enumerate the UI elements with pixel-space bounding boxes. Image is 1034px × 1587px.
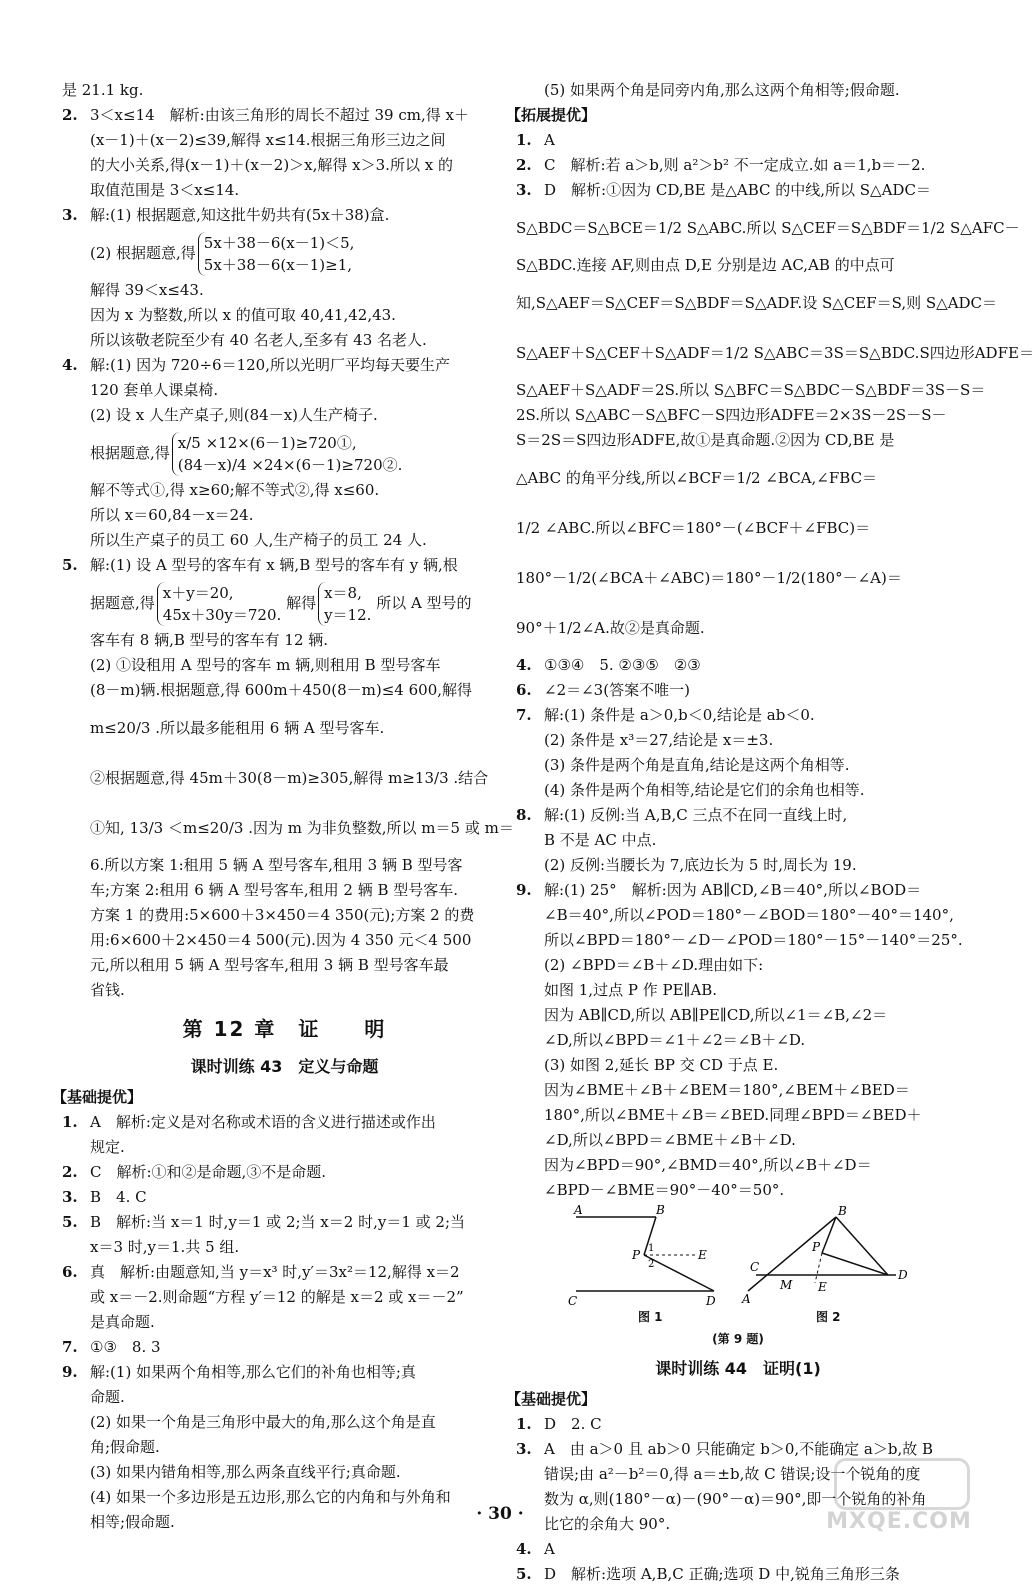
watermark-logo (824, 1454, 974, 1534)
text-line (516, 1178, 960, 1203)
line-text: ∠D,所以∠BPD＝∠BME＋∠B＋∠D. (544, 1131, 796, 1149)
line-text: (4) 条件是两个角相等,结论是它们的余角也相等. (544, 781, 865, 799)
text-line (516, 1153, 960, 1178)
text-line (62, 753, 507, 803)
text-line (516, 78, 960, 103)
text-line (62, 128, 507, 153)
text-line (516, 928, 963, 953)
line-text: 或 x＝－2.则命题“方程 y′＝12 的解是 x＝2 或 x＝－2” (90, 1288, 464, 1306)
text-line (516, 753, 960, 778)
text-line (62, 478, 507, 503)
line-text: 解:(1) 反例:当 A,B,C 三点不在同一直线上时, (544, 806, 848, 824)
item-number: 7. (62, 1338, 78, 1356)
line-text: (3) 如图 2,延长 BP 交 CD 于点 E. (544, 1056, 779, 1074)
text-line (62, 228, 507, 278)
line-text: (8－m)辆.根据题意,得 600m＋450(8－m)≤4 600,解得 (90, 681, 473, 699)
item-number: 7. (516, 706, 532, 724)
line-text: 3＜x≤14 解析:由该三角形的周长不超过 39 cm,得 x＋ (90, 106, 469, 124)
text-line (516, 453, 960, 503)
line-text: 错误;由 a²－b²＝0,得 a＝±b,故 C 错误;设一个锐角的度 (544, 1465, 921, 1483)
text-line (516, 403, 960, 428)
item-number: 2. (516, 156, 532, 174)
item-number: 3. (516, 181, 532, 199)
label-m-fig2: M (780, 1278, 793, 1292)
text-line (62, 1235, 507, 1260)
line-text: 是 21.1 kg. (62, 81, 144, 99)
line-text: ∠B＝40°,所以∠POD＝180°－∠BOD＝180°－40°＝140°, (544, 906, 954, 924)
section-header: 【拓展提优】 (506, 106, 597, 124)
line-text: 90°＋1/2∠A.故②是真命题. (516, 619, 705, 637)
text-line (516, 953, 960, 978)
text-line (62, 1135, 507, 1160)
label-p-fig2: P (812, 1240, 821, 1254)
line-text: 所以∠BPD＝180°－∠D－∠POD＝180°－15°－140°＝25°. (544, 931, 963, 949)
item-number: 4. (516, 1540, 532, 1558)
line-text: 解:(1) 如果两个角相等,那么它们的补角也相等;真 (90, 1363, 416, 1381)
line-text: (2) 反例:当腰长为 7,底边长为 5 时,周长为 19. (544, 856, 857, 874)
text-line (62, 853, 507, 878)
item-number: 4. (62, 356, 78, 374)
line-text: m≤20/3 .所以最多能租用 6 辆 A 型号客车. (90, 719, 385, 737)
line-text: 取值范围是 3＜x≤14. (90, 181, 240, 199)
text-line (506, 103, 960, 128)
text-line (62, 278, 507, 303)
equation-system (318, 582, 371, 626)
equation-row: (84－x)/4 ×24×(6－1)≥720②. (177, 456, 403, 474)
item-number: 3. (516, 1440, 532, 1458)
text-line (516, 1562, 960, 1587)
item-number: 9. (516, 881, 532, 899)
line-text: (2) ∠BPD＝∠B＋∠D.理由如下: (544, 956, 764, 974)
text-line (62, 353, 507, 378)
line-text: A (544, 1540, 555, 1558)
line-text: ∠2＝∠3(答案不唯一) (544, 681, 690, 699)
text-line (62, 1335, 507, 1360)
label-e-fig1: E (698, 1248, 707, 1262)
label-b-fig2: B (838, 1204, 847, 1218)
text-line (62, 403, 507, 428)
line-text: (3) 条件是两个角是直角,结论是这两个角相等. (544, 756, 850, 774)
line-text: (x－1)＋(x－2)≤39,解得 x≤14.根据三角形三边之间 (90, 131, 446, 149)
geometry-diagrams (556, 1203, 916, 1307)
text-line (62, 653, 507, 678)
equation-row: 45x＋30y＝720. (162, 606, 282, 624)
line-text: 相等;假命题. (90, 1513, 175, 1531)
line-text: S△AEF＋S△CEF＋S△ADF＝1/2 S△ABC＝3S＝S△BDC.S四边形ADFE＝ (516, 344, 1034, 362)
line-text: △ABC 的角平分线,所以∠BCF＝1/2 ∠BCA,∠FBC＝ (516, 469, 878, 487)
line-text: 省钱. (90, 981, 125, 999)
line-pe-fig2 (815, 1253, 822, 1283)
text-line (52, 1085, 507, 1110)
right-column (506, 78, 1034, 1587)
item-number: 1. (516, 131, 532, 149)
item-number: 9. (62, 1363, 78, 1381)
lesson-44-title: 课时训练 44 证明(1) (655, 1359, 821, 1378)
text-line (62, 1160, 507, 1185)
text-line (62, 203, 507, 228)
text-line (516, 1103, 960, 1128)
equation-system (198, 232, 355, 276)
line-text: ∠D,所以∠BPD＝∠1＋∠2＝∠B＋∠D. (544, 1031, 806, 1049)
text-line (516, 428, 960, 453)
text-line (62, 303, 507, 328)
line-text: A 由 a＞0 且 ab＞0 只能确定 b＞0,不能确定 a＞b,故 B (544, 1440, 934, 1458)
equation-row: y＝12. (324, 606, 372, 624)
page-number: · 30 · (476, 1504, 524, 1524)
text-line (62, 628, 507, 653)
equation-row: x/5 ×12×(6－1)≥720①, (177, 434, 357, 452)
text-line (62, 803, 514, 853)
text-line (506, 1387, 960, 1412)
text-line (516, 503, 960, 553)
line-text: A 解析:定义是对名称或术语的含义进行描述或作出 (90, 1113, 436, 1131)
line-text: 2S.所以 S△ABC－S△BFC－S四边形ADFE＝2×3S－2S－S－ (516, 406, 947, 424)
text-line (516, 1128, 960, 1153)
line-text: 真 解析:由题意知,当 y＝x³ 时,y′＝3x²＝12,解得 x＝2 (90, 1263, 460, 1281)
line-text: 180°－1/2(∠BCA＋∠ABC)＝180°－1/2(180°－∠A)＝ (516, 569, 902, 587)
text-line (516, 1412, 960, 1437)
item-number: 4. (516, 656, 532, 674)
text-line (516, 278, 998, 328)
line-text: 120 套单人课桌椅. (90, 381, 219, 399)
text-line (62, 103, 507, 128)
text-line (62, 1260, 507, 1285)
text-line (62, 78, 507, 103)
item-number: 2. (62, 1163, 78, 1181)
line-text: 解:(1) 根据题意,知这批牛奶共有(5x＋38)盒. (90, 206, 390, 224)
line-text: B 解析:当 x＝1 时,y＝1 或 2;当 x＝2 时,y＝1 或 2;当 (90, 1213, 465, 1231)
line-text: S△AEF＋S△ADF＝2S.所以 S△BFC＝S△BDC－S△BDF＝3S－S＝ (516, 381, 986, 399)
text-line (516, 153, 960, 178)
line-text: 1/2 ∠ABC.所以∠BFC＝180°－(∠BCF＋∠FBC)＝ (516, 519, 871, 537)
text-line (516, 1053, 960, 1078)
item-number: 1. (62, 1113, 78, 1131)
text-line (62, 428, 507, 478)
figure-2-caption: 图 2 (816, 1310, 841, 1324)
lesson-43-title: 课时训练 43 定义与命题 (190, 1057, 379, 1076)
text-line (516, 1078, 960, 1103)
line-text-continued: 解得 (281, 594, 317, 612)
line-text: (5) 如果两个角是同旁内角,那么这两个角相等;假命题. (544, 81, 900, 99)
equation-row: x＋y＝20, (162, 584, 234, 602)
label-angle-1: 1 (648, 1243, 655, 1254)
line-text: 规定. (90, 1138, 125, 1156)
text-line (62, 928, 507, 953)
line-text: (2) 条件是 x³＝27,结论是 x＝±3. (544, 731, 774, 749)
text-line (516, 878, 960, 903)
line-text: 的大小关系,得(x－1)＋(x－2)＞x,解得 x＞3.所以 x 的 (90, 156, 453, 174)
label-b-fig1: B (656, 1203, 665, 1217)
line-text: 数为 α,则(180°－α)－(90°－α)＝90°,即一个锐角的补角 (544, 1490, 927, 1508)
text-line (516, 1537, 960, 1562)
text-line (516, 603, 960, 653)
line-text: C 解析:若 a＞b,则 a²＞b² 不一定成立.如 a＝1,b＝－2. (544, 156, 926, 174)
text-line (62, 578, 507, 628)
text-line (62, 1210, 507, 1235)
item-number: 5. (516, 1565, 532, 1583)
watermark-badge-icon (834, 1458, 970, 1510)
equation-system (172, 432, 403, 476)
line-text: ①知, 13/3 ＜m≤20/3 .因为 m 为非负整数,所以 m＝5 或 m＝ (90, 819, 514, 837)
line-text: 因为∠BPD＝90°,∠BMD＝40°,所以∠B＋∠D＝ (544, 1156, 872, 1174)
text-line (516, 728, 960, 753)
line-text: x＝3 时,y＝1.共 5 组. (90, 1238, 240, 1256)
text-line (516, 828, 960, 853)
item-number: 6. (62, 1263, 78, 1281)
text-line (62, 703, 507, 753)
label-e-fig2: E (818, 1280, 827, 1294)
figure-1-caption: 图 1 (638, 1310, 663, 1324)
label-c-fig2: C (750, 1260, 760, 1274)
line-text: 因为 AB∥CD,所以 AB∥PE∥CD,所以∠1＝∠B,∠2＝ (544, 1006, 888, 1024)
line-text: S△BDC＝S△BCE＝1/2 S△ABC.所以 S△CEF＝S△BDF＝1/2 S△AFC－ (516, 219, 1020, 237)
text-line (516, 203, 1020, 253)
text-line (516, 253, 960, 278)
label-a-fig2: A (742, 1292, 751, 1306)
item-number: 5. (62, 556, 78, 574)
line-text: (4) 如果一个多边形是五边形,那么它的内角和与外角和 (90, 1488, 451, 1506)
text-line (62, 1460, 507, 1485)
item-number: 8. (516, 806, 532, 824)
label-angle-2: 2 (648, 1259, 655, 1270)
item-number: 6. (516, 681, 532, 699)
line-text: 所以 x＝60,84－x＝24. (90, 506, 254, 524)
text-line (516, 653, 960, 678)
line-text: A (544, 131, 555, 149)
text-line (62, 903, 507, 928)
line-text: ①③④ 5. ②③⑤ ②③ (544, 656, 701, 674)
text-line (516, 703, 960, 728)
text-line (516, 328, 1034, 378)
text-line (62, 503, 507, 528)
line-text: 所以生产桌子的员工 60 人,生产椅子的员工 24 人. (90, 531, 427, 549)
item-number: 2. (62, 106, 78, 124)
text-line (516, 903, 960, 928)
line-text: S△BDC.连接 AF,则由点 D,E 分别是边 AC,AB 的中点可 (516, 256, 895, 274)
line-text-continued: 所以 A 型号的 (371, 594, 472, 612)
equation-row: 5x＋38－6(x－1)≥1, (203, 256, 353, 274)
left-column (52, 78, 514, 1535)
line-text: D 2. C (544, 1415, 602, 1433)
text-line (516, 178, 960, 203)
equation-row: 5x＋38－6(x－1)＜5, (203, 234, 355, 252)
text-line (62, 953, 507, 978)
line-text: 角;假命题. (90, 1438, 160, 1456)
line-text: 因为∠BME＋∠B＋∠BEM＝180°,∠BEM＋∠BED＝ (544, 1081, 910, 1099)
line-text: C 解析:①和②是命题,③不是命题. (90, 1163, 327, 1181)
line-text: ②根据题意,得 45m＋30(8－m)≥305,解得 m≥13/3 .结合 (90, 769, 489, 787)
line-text: 解得 39＜x≤43. (90, 281, 204, 299)
line-text: 解:(1) 25° 解析:因为 AB∥CD,∠B＝40°,所以∠BOD＝ (544, 881, 922, 899)
item-number: 5. (62, 1213, 78, 1231)
text-line (62, 1285, 507, 1310)
section-header: 【基础提优】 (506, 1390, 597, 1408)
line-text: 客车有 8 辆,B 型号的客车有 12 辆. (90, 631, 329, 649)
text-line (62, 1310, 507, 1335)
text-line (516, 378, 986, 403)
item-number: 3. (62, 1188, 78, 1206)
text-line (62, 978, 507, 1003)
text-line (62, 1360, 507, 1385)
label-d-fig2: D (898, 1268, 908, 1282)
label-c-fig1: C (568, 1294, 578, 1308)
line-text: ∠BPD－∠BME＝90°－40°＝50°. (544, 1181, 785, 1199)
text-line (516, 553, 960, 603)
line-text: D 解析:①因为 CD,BE 是△ABC 的中线,所以 S△ADC＝ (544, 181, 931, 199)
line-text: 根据题意,得 (90, 444, 170, 462)
line-text: 解:(1) 设 A 型号的客车有 x 辆,B 型号的客车有 y 辆,根 (90, 556, 458, 574)
line-text: 命题. (90, 1388, 125, 1406)
section-header: 【基础提优】 (52, 1088, 143, 1106)
line-text: (2) 设 x 人生产桌子,则(84－x)人生产椅子. (90, 406, 378, 424)
text-line (62, 553, 507, 578)
watermark-text: MXQE.COM (826, 1509, 972, 1534)
text-line (516, 128, 960, 153)
text-line (62, 878, 507, 903)
line-text: 用:6×600＋2×450＝4 500(元).因为 4 350 元＜4 500 (90, 931, 472, 949)
line-text: 解:(1) 条件是 a＞0,b＜0,结论是 ab＜0. (544, 706, 815, 724)
line-text: 解不等式①,得 x≥60;解不等式②,得 x≤60. (90, 481, 380, 499)
item-number: 1. (516, 1415, 532, 1433)
chapter-title: 第 12 章 证 明 (182, 1017, 387, 1041)
line-text: B 4. C (90, 1188, 147, 1206)
line-text: (2) 根据题意,得 (90, 244, 196, 262)
problem-9-caption: (第 9 题) (712, 1332, 764, 1346)
text-line (62, 1435, 507, 1460)
line-text: 车;方案 2:租用 6 辆 A 型号客车,租用 2 辆 B 型号客车. (90, 881, 459, 899)
label-p-fig1: P (632, 1248, 641, 1262)
line-text: 6.所以方案 1:租用 5 辆 A 型号客车,租用 3 辆 B 型号客 (90, 856, 463, 874)
line-text: 所以该敬老院至少有 40 名老人,至多有 43 名老人. (90, 331, 427, 349)
text-line (62, 528, 507, 553)
line-text: 解:(1) 因为 720÷6＝120,所以光明厂平均每天要生产 (90, 356, 450, 374)
equation-system (157, 582, 282, 626)
text-line (516, 803, 960, 828)
text-line (62, 1385, 507, 1410)
line-text: 方案 1 的费用:5×600＋3×450＝4 350(元);方案 2 的费 (90, 906, 475, 924)
line-text: B 不是 AC 中点. (544, 831, 657, 849)
line-text: 因为 x 为整数,所以 x 的值可取 40,41,42,43. (90, 306, 396, 324)
text-line (62, 1110, 507, 1135)
text-line (516, 853, 960, 878)
text-line (62, 1185, 507, 1210)
equation-row: x＝8, (324, 584, 362, 602)
text-line (62, 328, 507, 353)
line-text: (2) 如果一个角是三角形中最大的角,那么这个角是直 (90, 1413, 436, 1431)
text-line (62, 178, 507, 203)
line-text: 知,S△AEF＝S△CEF＝S△BDF＝S△ADF.设 S△CEF＝S,则 S△ADC＝ (516, 294, 998, 312)
text-line (62, 153, 507, 178)
text-line (516, 678, 960, 703)
line-text: (2) ①设租用 A 型号的客车 m 辆,则租用 B 型号客车 (90, 656, 441, 674)
line-text: 据题意,得 (90, 594, 155, 612)
text-line (62, 1410, 507, 1435)
text-line (62, 378, 507, 403)
item-number: 3. (62, 206, 78, 224)
label-a-fig1: A (574, 1203, 583, 1217)
line-text: S＝2S＝S四边形ADFE,故①是真命题.②因为 CD,BE 是 (516, 431, 895, 449)
line-text: 180°,所以∠BME＋∠B＝∠BED.同理∠BPD＝∠BED＋ (544, 1106, 922, 1124)
text-line (62, 678, 507, 703)
line-text: 如图 1,过点 P 作 PE∥AB. (544, 981, 718, 999)
line-text: 元,所以租用 5 辆 A 型号客车,租用 3 辆 B 型号客车最 (90, 956, 449, 974)
label-d-fig1: D (706, 1294, 716, 1308)
line-text: (3) 如果内错角相等,那么两条直线平行;真命题. (90, 1463, 401, 1481)
line-text: 比它的余角大 90°. (544, 1515, 671, 1533)
text-line (516, 1028, 960, 1053)
problem-9-figure (516, 1203, 960, 1327)
line-text: 是真命题. (90, 1313, 155, 1331)
text-line (516, 778, 960, 803)
line-text: ①③ 8. 3 (90, 1338, 161, 1356)
line-text: D 解析:选项 A,B,C 正确;选项 D 中,锐角三角形三条 (544, 1565, 900, 1583)
text-line (516, 978, 960, 1003)
text-line (516, 1003, 960, 1028)
